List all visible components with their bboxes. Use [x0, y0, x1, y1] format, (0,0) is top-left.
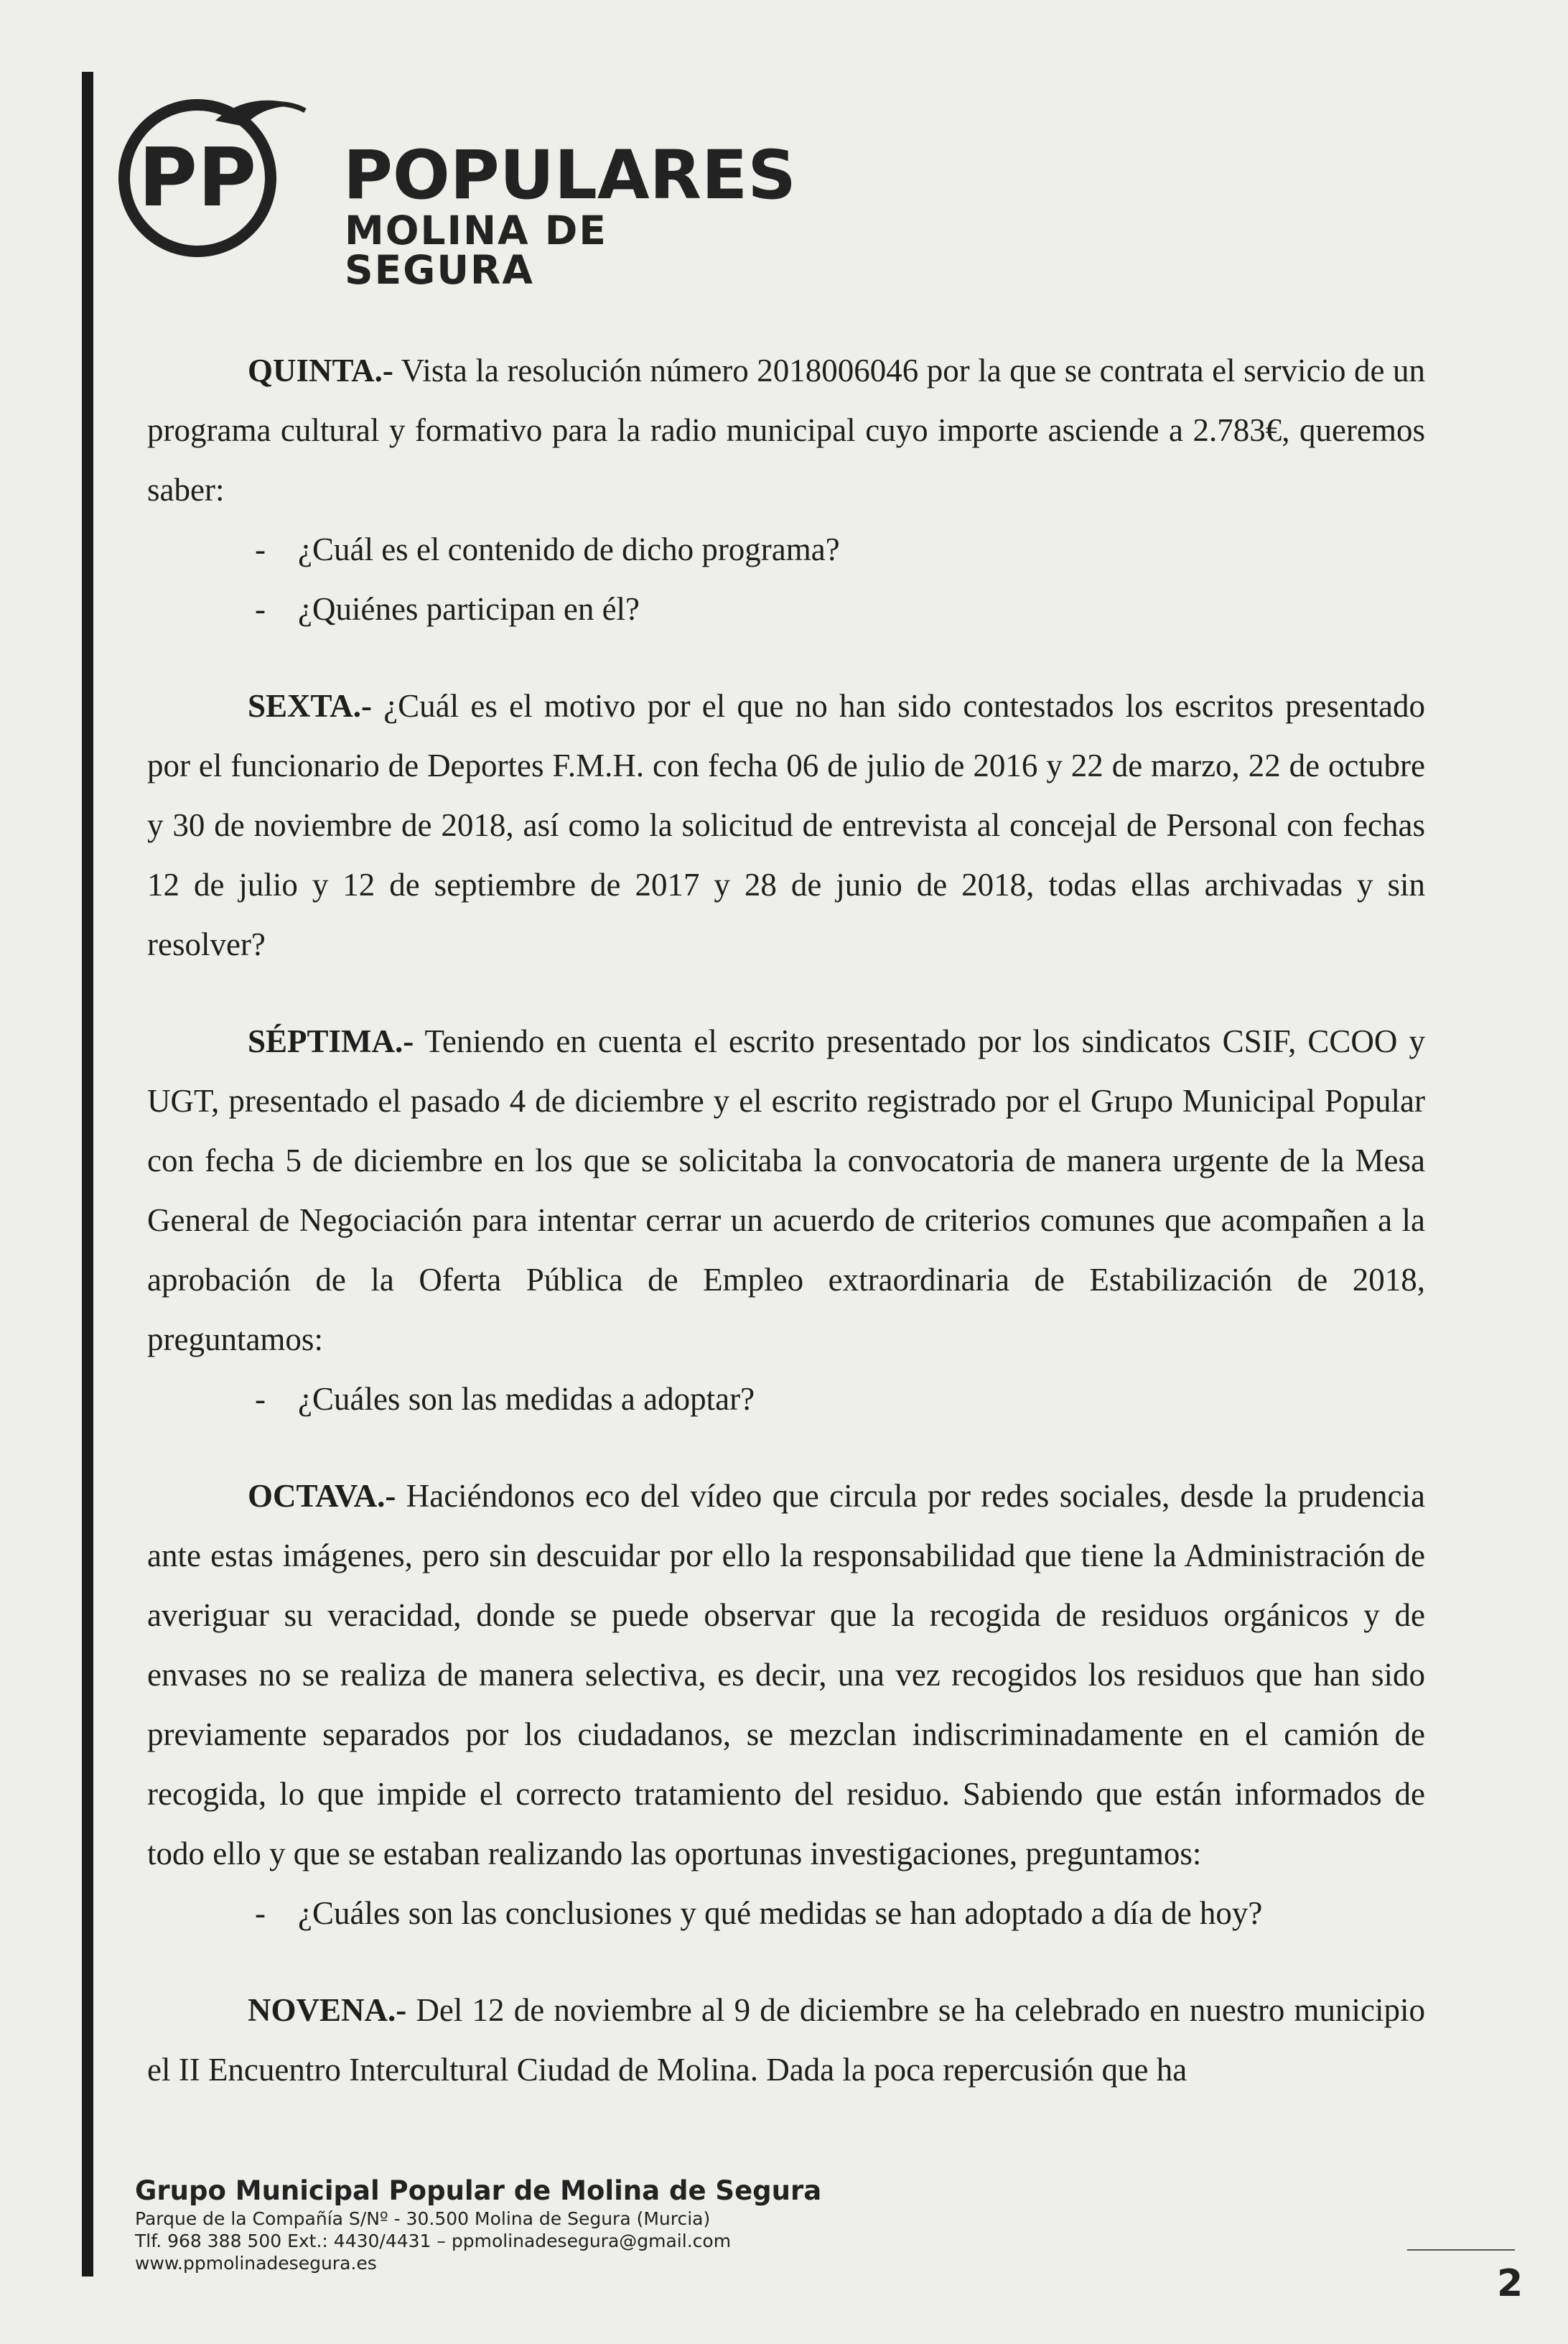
bullet-dash: - [255, 531, 266, 567]
section-sexta [147, 676, 1425, 975]
section-quinta [147, 341, 1425, 520]
bullet-dash: - [255, 1895, 266, 1931]
bullet-dash: - [255, 1381, 266, 1417]
bullet-dash: - [255, 591, 266, 627]
list-item [147, 1884, 1425, 1943]
list-item [147, 580, 1425, 639]
section-heading: QUINTA.- [248, 353, 393, 389]
list-item-text: ¿Quiénes participan en él? [298, 591, 640, 627]
footer-contact: Tlf. 968 388 500 Ext.: 4430/4431 – ppmolinadesegura@gmail.com [135, 2231, 732, 2251]
footer-website: www.ppmolinadesegura.es [135, 2253, 377, 2274]
page-number: 2 [1497, 2262, 1523, 2305]
list-item [147, 520, 1425, 580]
left-margin-rule [82, 72, 93, 2276]
document-body [147, 341, 1425, 2137]
party-logo [115, 92, 796, 293]
section-text: Teniendo en cuenta el escrito presentado por los sindicatos CSIF, CCOO y UGT, presentado el pasado 4 de diciembre y el escrito registrado por el Grupo Municipal Popular con fecha 5 de diciembre en los que se solicitaba la convocatoria de manera urgente de la Mesa General de Negociación para intentar cerrar un acuerdo de criterios comunes que acompañen a la aprobación de la Oferta Pública de Empleo extraordinaria de Estabilización de 2018, preguntamos: [147, 1023, 1425, 1357]
section-heading: NOVENA.- [248, 1992, 407, 2028]
section-text: ¿Cuál es el motivo por el que no han sido contestados los escritos presentado por el funcionario de Deportes F.M.H. con fecha 06 de julio de 2016 y 22 de marzo, 22 de octubre y 30 de noviembre de 2018, así como la solicitud de entrevista al concejal de Personal con fechas 12 de julio y 12 de septiembre de 2017 y 28 de junio de 2018, todas ellas archivadas y sin resolver? [147, 688, 1425, 962]
section-septima [147, 1012, 1425, 1369]
section-heading: OCTAVA.- [248, 1478, 396, 1514]
section-text: Vista la resolución número 2018006046 por la que se contrata el servicio de un programa cultural y formativo para la radio municipal cuyo importe asciende a 2.783€, queremos saber: [147, 353, 1425, 508]
section-heading: SÉPTIMA.- [248, 1023, 414, 1059]
logo-subtitle: MOLINA DE SEGURA [345, 208, 607, 293]
list-item-text: ¿Cuáles son las medidas a adoptar? [298, 1381, 755, 1417]
section-heading: SEXTA.- [248, 688, 372, 724]
footer-title: Grupo Municipal Popular de Molina de Segura [135, 2175, 822, 2206]
page-number-rule [1407, 2249, 1515, 2251]
section-text: Del 12 de noviembre al 9 de diciembre se ha celebrado en nuestro municipio el II Encuentro Intercultural Ciudad de Molina. Dada la poca repercusión que ha [147, 1992, 1425, 2088]
section-octava [147, 1466, 1425, 1884]
list-item-text: ¿Cuál es el contenido de dicho programa? [298, 531, 840, 567]
logo-title: POPULARES [343, 136, 796, 215]
list-item-text: ¿Cuáles son las conclusiones y qué medidas se han adoptado a día de hoy? [298, 1895, 1263, 1931]
logo-mark: PP [138, 131, 257, 225]
list-item [147, 1369, 1425, 1429]
footer-address: Parque de la Compañía S/Nº - 30.500 Molina de Segura (Murcia) [135, 2208, 711, 2229]
section-novena [147, 1981, 1425, 2100]
footer [135, 2175, 997, 2274]
section-text: Haciéndonos eco del vídeo que circula por redes sociales, desde la prudencia ante estas imágenes, pero sin descuidar por ello la responsabilidad que tiene la Administración de averiguar su veracidad, donde se puede observar que la recogida de residuos orgánicos y de envases no se realiza de manera selectiva, es decir, una vez recogidos los residuos que han sido previamente separados por los ciudadanos, se mezclan indiscriminadamente en el camión de recogida, lo que impide el correcto tratamiento del residuo. Sabiendo que están informados de todo ello y que se estaban realizando las oportunas investigaciones, preguntamos: [147, 1478, 1425, 1871]
pp-logo-icon [115, 92, 330, 257]
